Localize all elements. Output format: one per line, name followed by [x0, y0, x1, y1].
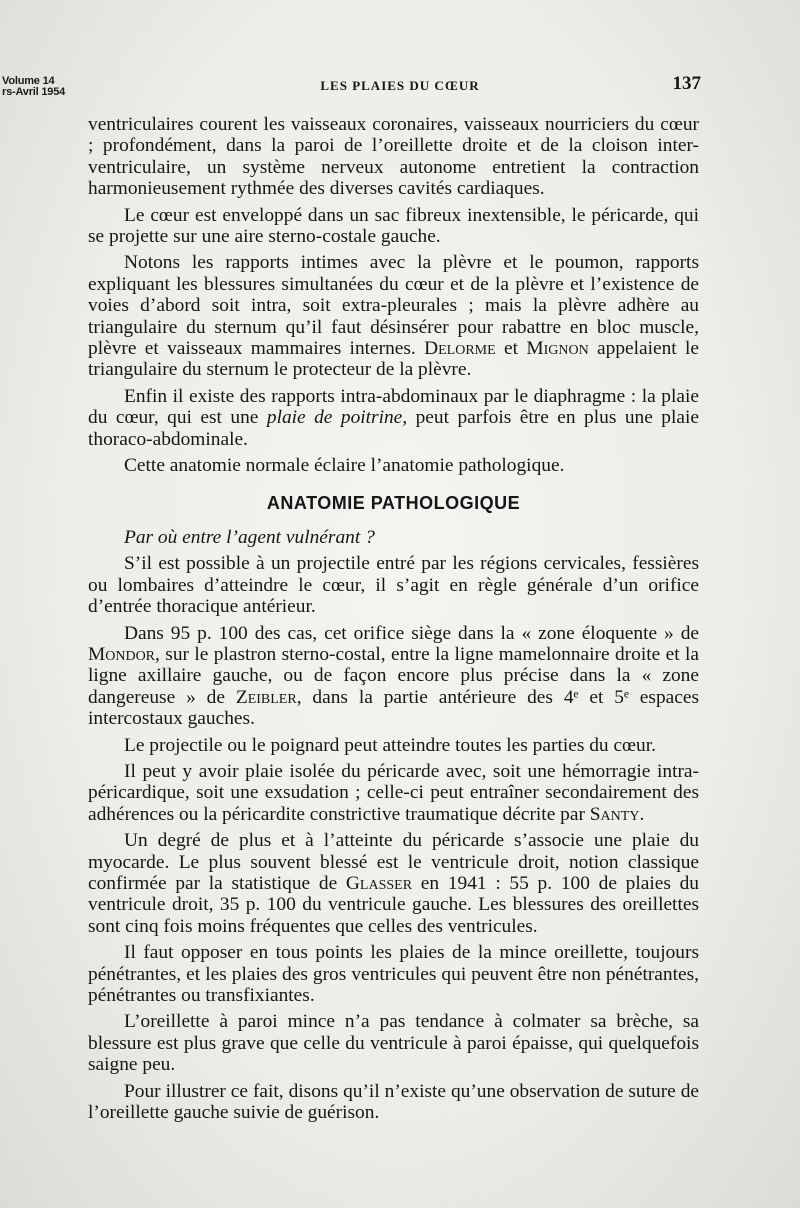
paragraph: Pour illustrer ce fait, disons qu’il n’existe qu’une observation de suture de l’oreillette gauche suivie de guérison.	[88, 1080, 699, 1124]
paragraph: Il faut opposer en tous points les plaies de la mince oreillette, toujours pénétrantes, et les plaies des gros ventricules qui peuvent être non pénétrantes, pénétrantes ou transfixiantes.	[88, 942, 699, 1007]
paragraph: Cette anatomie normale éclaire l’anatomie pathologique.	[124, 455, 565, 477]
paragraph: Il peut y avoir plaie isolée du péricarde avec, soit une hémorragie intra-péricardique, soit une exsudation ; celle-ci peut entraîner secondairement des adhérences ou la péricardite constrictive traumatique décrite par Santy.	[88, 760, 699, 825]
author-name: Santy	[589, 803, 640, 825]
paragraph: Dans 95 p. 100 des cas, cet orifice siège dans la « zone éloquente » de Mondor, sur le plastron sterno-costal, entre la ligne mamelonnaire droite et la ligne axillaire gauche, ou de façon encore plus précise dans la « zone dangereuse » de Zeibler, dans la partie antérieure des 4ᵉ et 5ᵉ espaces intercostaux gauches.	[88, 622, 700, 730]
page-number: 137	[672, 73, 701, 94]
paragraph: Le projectile ou le poignard peut atteindre toutes les parties du cœur.	[124, 734, 656, 756]
section-heading: ANATOMIE PATHOLOGIQUE	[266, 492, 521, 513]
author-name: Mondor	[88, 643, 156, 665]
issue-date: rs-Avril 1954	[2, 86, 66, 98]
body-text	[88, 114, 699, 1128]
paragraph: Notons les rapports intimes avec la plèvre et le poumon, rapports expliquant les blessures simultanées du cœur et de la plèvre et l’existence de voies d’abord soit intra, soit extra-pleurales ; mais la plèvre adhère au triangulaire du sternum qu’il faut désinsérer pour rabattre en bloc muscle, plèvre et vaisseaux mammaires internes. Delorme et Mignon appelaient le triangulaire du sternum le protecteur de la plèvre.	[88, 252, 699, 381]
paragraph: Le cœur est enveloppé dans un sac fibreux inextensible, le péricarde, qui se projette sur une aire sterno-costale gauche.	[88, 204, 699, 248]
paragraph: Un degré de plus et à l’atteinte du péricarde s’associe une plaie du myocarde. Le plus souvent blessé est le ventricule droit, notion classique confirmée par la statistique de Glasser en 1941 : 55 p. 100 de plaies du ventricule droit, 35 p. 100 du ventricule gauche. Les blessures des oreillettes sont cinq fois moins fréquentes que celles des ventricules.	[88, 830, 699, 937]
paragraph: S’il est possible à un projectile entré par les régions cervicales, fessières ou lombaires d’atteindre le cœur, il s’agit en règle générale d’un orifice d’entrée thoracique antérieur.	[88, 553, 699, 618]
subheading: Par où entre l’agent vulnérant ?	[124, 526, 375, 548]
paragraph: L’oreillette à paroi mince n’a pas tendance à colmater sa brèche, sa blessure est plus grave que celle du ventricule à paroi épaisse, qui quelquefois saigne peu.	[88, 1011, 699, 1076]
author-name: Delorme	[424, 338, 496, 360]
paragraph: ventriculaires courent les vaisseaux coronaires, vaisseaux nourriciers du cœur ; profondément, dans la paroi de l’oreillette droite et de la cloison inter-ventriculaire, un système nerveux autonome entretient la contraction harmonieusement rythmée des diverses cavités cardiaques.	[88, 114, 699, 200]
emphasis: plaie de poitrine,	[266, 407, 408, 429]
author-name: Glasser	[345, 873, 413, 894]
volume-label: Volume 14	[2, 75, 55, 87]
running-head: LES PLAIES DU CŒUR	[320, 78, 480, 93]
paragraph: Enfin il existe des rapports intra-abdominaux par le diaphragme : la plaie du cœur, qui est une plaie de poitrine, peut parfois être en plus une plaie thoraco-abdominale.	[88, 385, 699, 450]
author-name: Zeibler	[235, 686, 297, 708]
author-name: Mignon	[526, 338, 589, 360]
